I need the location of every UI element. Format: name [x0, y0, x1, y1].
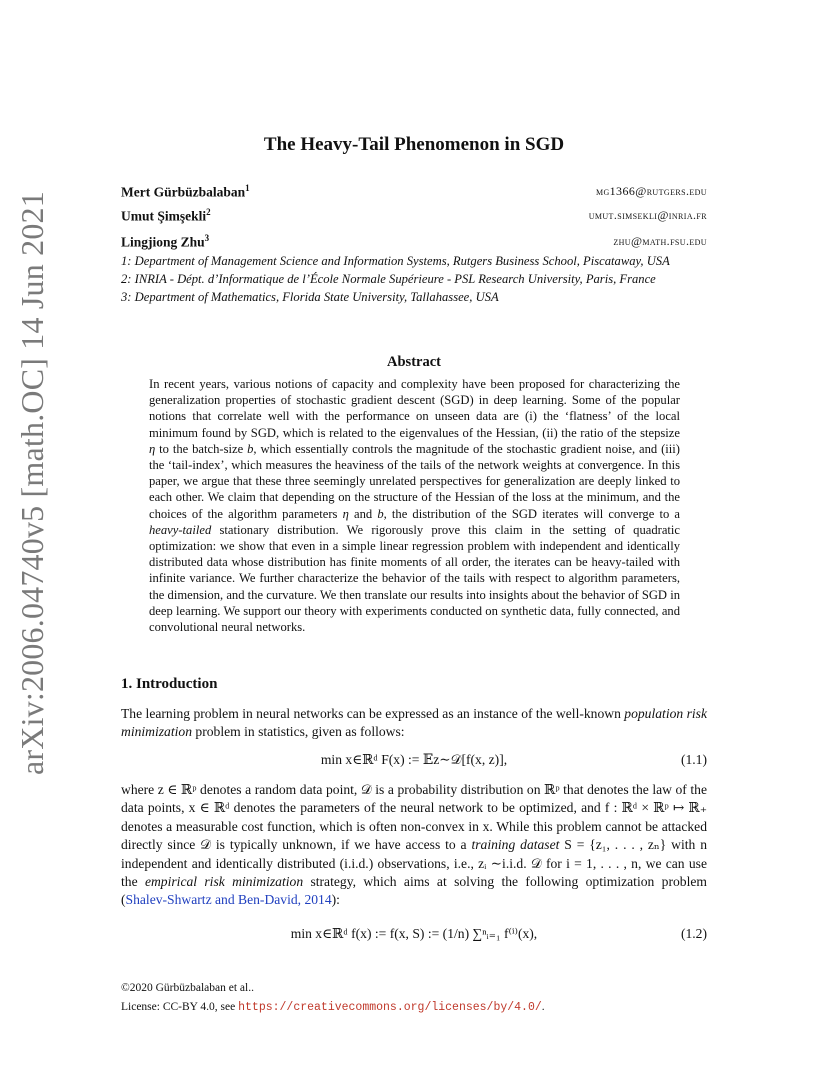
author-row — [121, 183, 707, 203]
equation-number: (1.2) — [680, 926, 707, 941]
author-row — [121, 207, 707, 227]
section-heading: 1. Introduction — [121, 676, 218, 692]
citation-link[interactable]: Shalev-Shwartz and Ben-David, 2014 — [125, 892, 332, 908]
copyright-notice: ©2020 Gürbüzbalaban et al.. — [121, 982, 254, 994]
author-email: umut.simsekli@inria.fr — [588, 208, 707, 222]
paper-title: The Heavy-Tail Phenomenon in SGD — [263, 134, 565, 155]
affiliation: 2: INRIA - Dépt. d’Informatique de l’École Normale Supérieure - PSL Research University, Paris, France — [121, 272, 656, 286]
author-email: mg1366@rutgers.edu — [595, 184, 707, 198]
author-name: Mert Gürbüzbalaban$^1$ — [121, 183, 250, 200]
equation-1-1 — [121, 752, 707, 776]
intro-paragraph: where z ∈ ℝᵖ denotes a random data point, 𝒟 is a probability distribution on ℝᵖ that denotes the law of the data points, x ∈ ℝᵈ denotes the parameters of the neural network to be optimized, and f : ℝᵈ × ℝᵖ ↦ ℝ₊ denotes a measurable cost function, which is often non-convex in x. While this problem cannot be attacked directly since 𝒟 is typically unknown, if we have access to a training dataset S = {z₁, . . . , zₙ} with n independent and identically distributed (i.i.d.) observations, i.e., zᵢ ∼i.i.d. 𝒟 for i = 1, . . . , n, we can use the empirical risk minimization strategy, which aims at solving the following optimization problem (Shalev-Shwartz and Ben-David, 2014): — [121, 782, 708, 908]
intro-paragraph: The learning problem in neural networks can be expressed as an instance of the well-known population risk minimization problem in statistics, given as follows: — [121, 706, 707, 740]
abstract-text: In recent years, various notions of capacity and complexity have been proposed for characterizing the generalization properties of stochastic gradient descent (SGD) in deep learning. Some of the popular notions that correlate well with the performance on unseen data are (i) the ‘flatness’ of the local minimum found by SGD, which is related to the eigenvalues of the Hessian, (ii) the ratio of the stepsize η to the batch-size b, which essentially controls the magnitude of the stochastic gradient noise, and (iii) the ‘tail-index’, which measures the heaviness of the tails of the network weights at convergence. In this paper, we argue that these three seemingly unrelated perspectives for generalization are deeply linked to each other. We claim that depending on the structure of the Hessian of the loss at the minimum, and the choices of the algorithm parameters η and b, the distribution of the SGD iterates will converge to a heavy-tailed stationary distribution. We rigorously prove this claim in the setting of quadratic optimization: we show that even in a simple linear regression problem with independent and identically distributed data whose distribution has finite moments of all order, the iterates can be heavy-tailed with infinite variance. We further characterize the behavior of the tails with respect to algorithm parameters, the dimension, and the curvature. We then translate our results into insights about the behavior of SGD in deep learning. We support our theory with experiments conducted on synthetic data, fully connected, and convolutional neural networks. — [149, 377, 681, 635]
equation-body: min x∈ℝᵈ f(x) := f(x, S) := (1/n) ∑ⁿᵢ₌₁ f⁽ⁱ⁾(x), — [290, 926, 538, 941]
equation-body: min x∈ℝᵈ F(x) := 𝔼z∼𝒟[f(x, z)], — [320, 752, 508, 767]
author-row — [121, 233, 707, 253]
author-email: zhu@math.fsu.edu — [613, 234, 707, 248]
license-link[interactable]: https://creativecommons.org/licenses/by/4.0/ — [238, 1001, 542, 1014]
author-name: Lingjiong Zhu$^3$ — [121, 233, 210, 250]
equation-number: (1.1) — [680, 752, 707, 767]
author-name: Umut Şimşekli$^2$ — [121, 207, 211, 224]
abstract-heading: Abstract — [387, 354, 441, 370]
arxiv-identifier: arXiv:2006.04740v5 [math.OC] 14 Jun 2021 — [14, 191, 50, 775]
affiliation: 3: Department of Mathematics, Florida State University, Tallahassee, USA — [121, 290, 499, 304]
equation-1-2 — [121, 926, 707, 950]
license-notice: License: CC-BY 4.0, see https://creativecommons.org/licenses/by/4.0/. — [121, 1001, 545, 1014]
affiliation: 1: Department of Management Science and Information Systems, Rutgers Business School, Piscataway, USA — [121, 254, 670, 268]
